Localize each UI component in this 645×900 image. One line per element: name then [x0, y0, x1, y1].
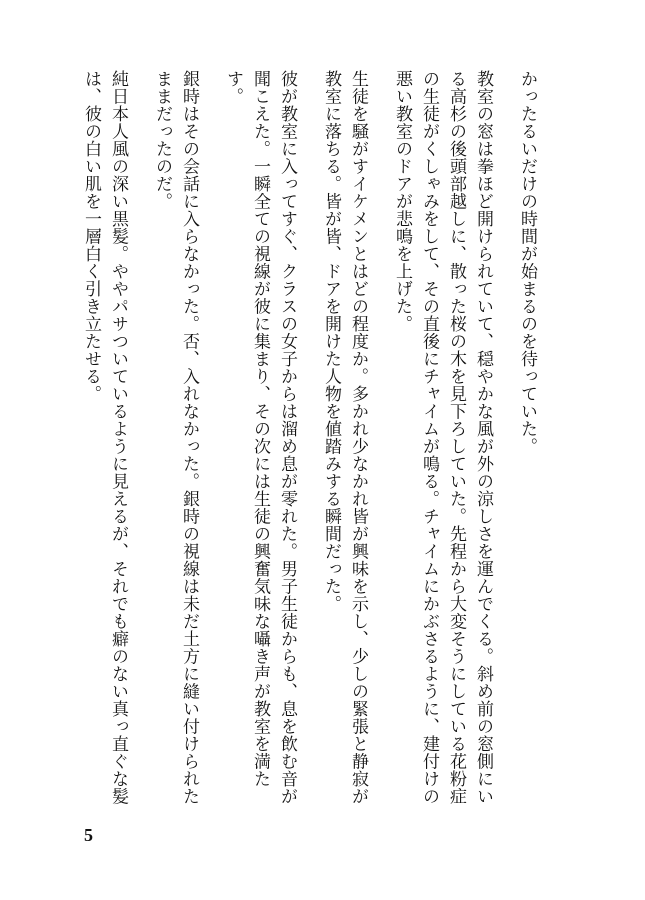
paragraph-6: 純日本人風の深い黒髪。ややパサついているように見えるが、それでも癖のない真っ直ぐな髪は、彼の白い肌を一層白く引き立たせる。 [81, 70, 128, 805]
paragraph-2: 教室の窓は拳ほど開けられていて、穏やかな風が外の涼しさを運んでくる。斜め前の窓側にいる高杉の後頭部越しに、散った桜の木を見下ろしていた。先程から大変そうにしている花粉症の生徒がくしゃみをして、その直後にチャイムが鳴る。チャイムにかぶさるように、建付けの悪い教室のドアが悲鳴を上げた。 [392, 70, 493, 805]
vertical-text-body [80, 70, 540, 810]
paragraph-3: 生徒を騒がすイケメンとはどの程度か。多かれ少なかれ皆が興味を示し、少しの緊張と静寂が教室に落ちる。皆が皆、ドアを開けた人物を値踏みする瞬間だった。 [321, 70, 368, 805]
paragraph-1: かったるいだけの時間が始まるのを待っていた。 [517, 70, 537, 455]
page-number: 5 [84, 825, 93, 845]
paragraph-5: 銀時はその会話に入らなかった。否、入れなかった。銀時の視線は未だ土方に縫い付けられたままだったのだ。 [152, 70, 199, 805]
paragraph-4: 彼が教室に入ってすぐ、クラスの女子からは溜め息が零れた。男子生徒からも、息を飲む音が聞こえた。一瞬全ての視線が彼に集まり、その次には生徒の興奮気味な囁き声が教室を満たす。 [223, 70, 297, 805]
